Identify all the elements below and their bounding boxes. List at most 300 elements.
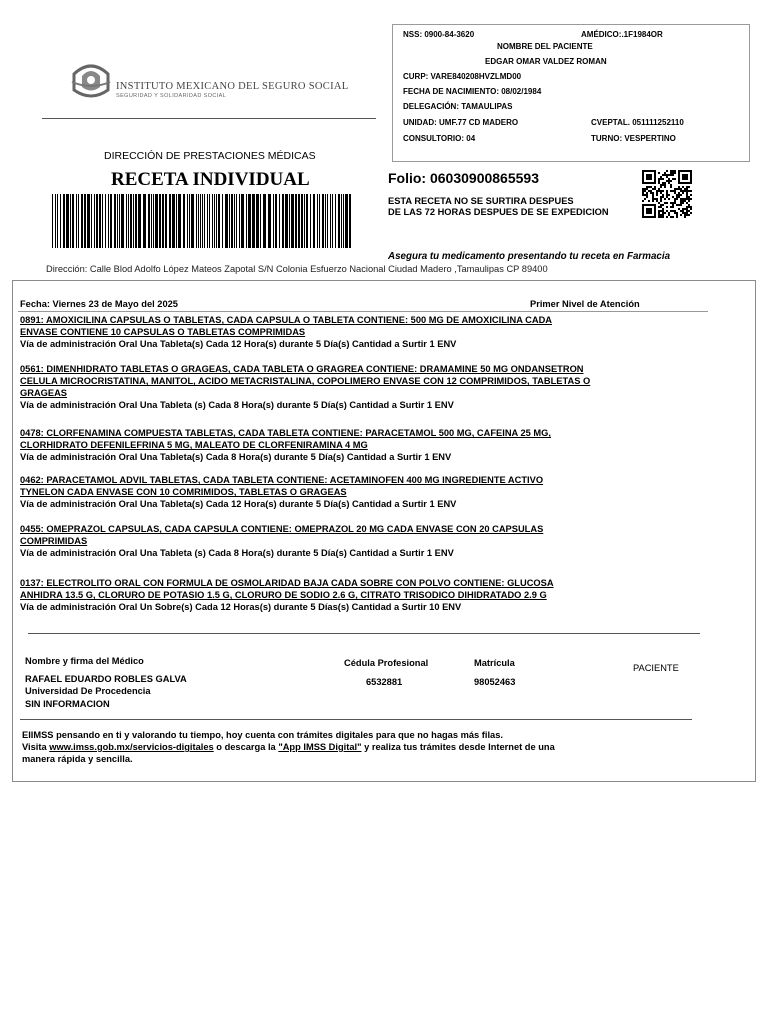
qr-module — [686, 192, 688, 194]
qr-module — [676, 194, 678, 196]
barcode-bar — [330, 194, 331, 248]
barcode-bar — [218, 194, 220, 248]
qr-module — [642, 192, 644, 194]
qr-module — [672, 204, 674, 206]
barcode-bar — [317, 194, 318, 248]
qr-module — [652, 196, 654, 198]
qr-module — [690, 198, 692, 200]
qr-module — [660, 198, 662, 200]
barcode-bar — [198, 194, 199, 248]
qr-module — [688, 210, 690, 212]
footer-line-2 — [22, 741, 622, 753]
qr-module — [644, 190, 646, 192]
barcode-bar — [248, 194, 251, 248]
qr-module — [656, 190, 658, 192]
qr-module — [684, 188, 686, 190]
qr-module — [676, 212, 678, 214]
qr-module — [670, 172, 672, 174]
barcode-bar — [183, 194, 185, 248]
administration-route: Vía de administración Oral Una Tableta (s) Cada 8 Hora(s) durante 5 Día(s) Cantidad a Surtir 1 ENV — [20, 400, 454, 410]
delegacion: DELEGACIÓN: TAMAULIPAS — [403, 102, 513, 111]
qr-module — [662, 208, 664, 210]
qr-module — [662, 190, 664, 192]
medication-description: 0561: DIMENHIDRATO TABLETAS O GRAGEAS, CADA TABLETA O GRAGREA CONTIENE: DRAMAMINE 50 MG ONDANSETRON CELULA MICROCRISTATINA, MANITOL, ACIDO METACRISTALINA, COPOLIMERO ENVASE CON 12 COMPRIMIDOS, TABLETAS O GRAGEAS — [20, 364, 591, 398]
curp: CURP: VARE840208HVZLMD00 — [403, 72, 522, 81]
qr-module — [688, 206, 690, 208]
barcode-bar — [143, 194, 146, 248]
qr-module — [662, 196, 664, 198]
cveptal: CVEPTAL. 051111252110 — [591, 118, 684, 127]
barcode-bar — [121, 194, 124, 248]
qr-module — [670, 206, 672, 208]
barcode-bar — [306, 194, 308, 248]
qr-finder — [646, 208, 652, 214]
qr-module — [690, 190, 692, 192]
barcode-bar — [231, 194, 233, 248]
qr-module — [684, 200, 686, 202]
barcode-bar — [66, 194, 69, 248]
barcode-bar — [236, 194, 237, 248]
app-imss-link[interactable]: "App IMSS Digital" — [278, 742, 362, 752]
barcode-bar — [165, 194, 167, 248]
barcode-bar — [55, 194, 56, 248]
barcode-bar — [96, 194, 98, 248]
barcode-bar — [105, 194, 106, 248]
qr-module — [688, 200, 690, 202]
barcode-bar — [126, 194, 127, 248]
barcode-bar — [325, 194, 326, 248]
direccion-prestaciones: DIRECCIÓN DE PRESTACIONES MÉDICAS — [104, 150, 316, 162]
barcode-bar — [84, 194, 86, 248]
barcode-bar — [189, 194, 190, 248]
qr-module — [656, 198, 658, 200]
barcode-bar — [345, 194, 348, 248]
qr-module — [664, 182, 666, 184]
barcode-bar — [263, 194, 266, 248]
qr-module — [674, 198, 676, 200]
imss-services-link[interactable]: www.imss.gob.mx/servicios-digitales — [49, 742, 214, 752]
qr-module — [674, 200, 676, 202]
barcode-bar — [260, 194, 261, 248]
qr-module — [678, 204, 680, 206]
qr-module — [688, 204, 690, 206]
qr-module — [666, 196, 668, 198]
qr-module — [658, 180, 660, 182]
barcode-bar — [322, 194, 324, 248]
institution-name: INSTITUTO MEXICANO DEL SEGURO SOCIAL — [116, 81, 349, 92]
qr-module — [664, 172, 666, 174]
qr-module — [676, 204, 678, 206]
barcode-bar — [155, 194, 158, 248]
page-title: RECETA INDIVIDUAL — [111, 169, 310, 190]
barcode-bar — [234, 194, 235, 248]
qr-module — [642, 188, 644, 190]
barcode-bar — [212, 194, 213, 248]
qr-module — [678, 188, 680, 190]
qr-module — [660, 206, 662, 208]
birth-date: FECHA DE NACIMIENTO: 08/02/1984 — [403, 87, 542, 96]
qr-module — [644, 188, 646, 190]
qr-module — [668, 194, 670, 196]
qr-module — [682, 200, 684, 202]
medico-name: RAFAEL EDUARDO ROBLES GALVA — [25, 674, 187, 684]
barcode-bar — [275, 194, 277, 248]
cedula-value: 6532881 — [366, 677, 403, 687]
paciente-label: PACIENTE — [633, 663, 679, 673]
qr-module — [666, 202, 668, 204]
qr-module — [646, 192, 648, 194]
barcode-bar — [291, 194, 294, 248]
qr-module — [666, 206, 668, 208]
qr-module — [676, 196, 678, 198]
barcode-bar — [256, 194, 259, 248]
qr-module — [658, 214, 660, 216]
barcode-bar — [202, 194, 203, 248]
qr-module — [666, 192, 668, 194]
qr-module — [668, 174, 670, 176]
qr-module — [664, 184, 666, 186]
patient-name: EDGAR OMAR VALDEZ ROMAN — [485, 57, 607, 66]
qr-module — [660, 176, 662, 178]
qr-module — [662, 182, 664, 184]
footer-visita: Visita — [22, 742, 50, 752]
qr-module — [686, 198, 688, 200]
footer-rest: y realiza tus trámites desde Internet de una — [361, 742, 555, 752]
barcode-bar — [241, 194, 244, 248]
qr-module — [682, 212, 684, 214]
qr-module — [644, 194, 646, 196]
footer-line-3: manera rápida y sencilla. — [22, 754, 133, 764]
medication-description: 0137: ELECTROLITO ORAL CON FORMULA DE OSMOLARIDAD BAJA CADA SOBRE CON POLVO CONTIENE: GLUCOSA ANHIDRA 13.5 G, CLORURO DE POTASIO 1.5 G, CLORURO DE SODIO 2.6 G, CITRATO TRISODICO DIHIDRATADO 2.9 G — [20, 578, 554, 600]
barcode-bar — [110, 194, 112, 248]
qr-module — [668, 178, 670, 180]
folio: Folio: 06030900865593 — [388, 170, 539, 186]
qr-module — [668, 212, 670, 214]
qr-module — [660, 184, 662, 186]
sin-informacion: SIN INFORMACION — [25, 699, 110, 709]
barcode-bar — [304, 194, 305, 248]
qr-module — [672, 172, 674, 174]
barcode-bar — [204, 194, 205, 248]
qr-module — [686, 210, 688, 212]
qr-module — [684, 214, 686, 216]
qr-module — [682, 192, 684, 194]
qr-module — [686, 190, 688, 192]
qr-module — [656, 194, 658, 196]
medication-description: 0478: CLORFENAMINA COMPUESTA TABLETAS, CADA TABLETA CONTIENE: PARACETAMOL 500 MG, CAFEINA 25 MG, CLORHIDRATO DEFENILEFRINA 5 MG, MALEATO DE CLORFENIRAMINA 4 MG — [20, 428, 551, 450]
qr-module — [648, 200, 650, 202]
qr-module — [690, 208, 692, 210]
barcode-bar — [70, 194, 71, 248]
barcode-bar — [94, 194, 95, 248]
administration-route: Vía de administración Oral Una Tableta (s) Cada 8 Hora(s) durante 5 Día(s) Cantidad a Surtir 1 ENV — [20, 548, 454, 558]
barcode-bar — [216, 194, 217, 248]
barcode-bar — [285, 194, 288, 248]
qr-module — [670, 210, 672, 212]
qr-module — [670, 174, 672, 176]
barcode-bar — [301, 194, 303, 248]
barcode-bar — [191, 194, 194, 248]
barcode-bar — [282, 194, 284, 248]
qr-module — [676, 216, 678, 218]
qr-module — [646, 196, 648, 198]
qr-module — [652, 188, 654, 190]
barcode-bar — [310, 194, 311, 248]
footer-line-1: EIIMSS pensando en ti y valorando tu tiempo, hoy cuenta con trámites digitales para que no hagas más filas. — [22, 730, 503, 740]
qr-module — [658, 210, 660, 212]
administration-route: Vía de administración Oral Una Tableta(s) Cada 12 Hora(s) durante 5 Día(s) Cantidad a Surtir 1 ENV — [20, 499, 457, 509]
qr-module — [680, 204, 682, 206]
qr-module — [680, 202, 682, 204]
barcode-bar — [172, 194, 175, 248]
qr-module — [658, 216, 660, 218]
qr-module — [660, 190, 662, 192]
barcode-bar — [209, 194, 210, 248]
qr-module — [666, 210, 668, 212]
qr-module — [660, 178, 662, 180]
qr-module — [686, 186, 688, 188]
barcode-bar — [222, 194, 223, 248]
qr-module — [666, 176, 668, 178]
qr-module — [650, 192, 652, 194]
turno: TURNO: VESPERTINO — [591, 134, 676, 143]
barcode-bar — [229, 194, 230, 248]
unidad: UNIDAD: UMF.77 CD MADERO — [403, 118, 519, 127]
qr-module — [682, 208, 684, 210]
barcode-bar — [178, 194, 181, 248]
qr-module — [678, 208, 680, 210]
qr-module — [656, 192, 658, 194]
barcode-bar — [87, 194, 90, 248]
qr-module — [684, 208, 686, 210]
qr-module — [652, 192, 654, 194]
qr-module — [662, 178, 664, 180]
qr-module — [652, 200, 654, 202]
warning-line-2: DE LAS 72 HORAS DESPUES DE SE EXPEDICION — [388, 207, 609, 217]
qr-module — [662, 212, 664, 214]
qr-module — [664, 212, 666, 214]
date-divider — [18, 311, 708, 312]
barcode-bar — [298, 194, 300, 248]
barcode — [52, 194, 356, 248]
qr-module — [686, 194, 688, 196]
qr-module — [666, 216, 668, 218]
qr-module — [686, 188, 688, 190]
barcode-bar — [57, 194, 58, 248]
medication-item — [20, 577, 620, 613]
patient-info-box — [392, 24, 750, 162]
barcode-bar — [252, 194, 255, 248]
qr-module — [650, 190, 652, 192]
qr-module — [688, 214, 690, 216]
cedula-label: Cédula Profesional — [344, 658, 429, 668]
qr-module — [646, 186, 648, 188]
qr-module — [658, 178, 660, 180]
barcode-bar — [268, 194, 271, 248]
qr-module — [682, 186, 684, 188]
qr-module — [680, 210, 682, 212]
barcode-bar — [151, 194, 152, 248]
qr-module — [690, 206, 692, 208]
qr-module — [662, 210, 664, 212]
barcode-bar — [169, 194, 171, 248]
barcode-bar — [159, 194, 161, 248]
qr-module — [670, 202, 672, 204]
qr-module — [662, 184, 664, 186]
qr-module — [680, 188, 682, 190]
qr-module — [650, 186, 652, 188]
qr-module — [664, 174, 666, 176]
qr-module — [690, 194, 692, 196]
qr-code — [642, 170, 692, 218]
qr-module — [672, 174, 674, 176]
barcode-bar — [81, 194, 83, 248]
qr-module — [654, 198, 656, 200]
barcode-bar — [343, 194, 344, 248]
qr-module — [678, 192, 680, 194]
barcode-bar — [200, 194, 201, 248]
barcode-bar — [138, 194, 141, 248]
barcode-bar — [273, 194, 274, 248]
barcode-bar — [76, 194, 77, 248]
nss: NSS: 0900-84-3620 — [403, 30, 475, 39]
qr-module — [642, 190, 644, 192]
qr-module — [676, 214, 678, 216]
qr-module — [674, 178, 676, 180]
barcode-bar — [78, 194, 79, 248]
qr-module — [660, 204, 662, 206]
medication-item — [20, 474, 620, 510]
qr-module — [660, 192, 662, 194]
barcode-bar — [332, 194, 333, 248]
barcode-bar — [63, 194, 65, 248]
qr-module — [672, 216, 674, 218]
qr-module — [672, 170, 674, 172]
qr-module — [678, 194, 680, 196]
qr-module — [660, 214, 662, 216]
qr-module — [670, 170, 672, 172]
medication-item — [20, 314, 620, 350]
qr-module — [668, 214, 670, 216]
qr-module — [654, 188, 656, 190]
qr-module — [688, 198, 690, 200]
barcode-bar — [91, 194, 92, 248]
amedico: AMÉDICO:.1F1984OR — [581, 30, 663, 39]
qr-module — [682, 210, 684, 212]
qr-module — [646, 194, 648, 196]
qr-module — [680, 190, 682, 192]
qr-module — [654, 186, 656, 188]
qr-module — [690, 212, 692, 214]
qr-module — [670, 186, 672, 188]
qr-module — [680, 214, 682, 216]
institution-subtitle: SEGURIDAD Y SOLIDARIDAD SOCIAL — [116, 93, 227, 99]
barcode-bar — [279, 194, 280, 248]
qr-module — [688, 186, 690, 188]
barcode-bar — [338, 194, 340, 248]
qr-module — [678, 196, 680, 198]
matricula-value: 98052463 — [474, 677, 516, 687]
qr-module — [686, 214, 688, 216]
qr-module — [678, 186, 680, 188]
qr-finder — [646, 174, 652, 180]
patient-name-label: NOMBRE DEL PACIENTE — [497, 42, 593, 51]
administration-route: Vía de administración Oral Un Sobre(s) Cada 12 Horas(s) durante 5 Días(s) Cantidad a Surtir 10 ENV — [20, 602, 462, 612]
medication-description: 0462: PARACETAMOL ADVIL TABLETAS, CADA TABLETA CONTIENE: ACETAMINOFEN 400 MG INGREDIENTE ACTIVO TYNELON CADA ENVASE CON 10 COMRIMIDOS, TABLETAS O GRAGEAS — [20, 475, 544, 497]
barcode-bar — [148, 194, 150, 248]
qr-module — [658, 202, 660, 204]
qr-module — [668, 180, 670, 182]
medication-item — [20, 427, 620, 463]
pharmacy-notice: Asegura tu medicamento presentando tu receta en Farmacia — [388, 251, 671, 262]
qr-module — [642, 194, 644, 196]
qr-module — [652, 194, 654, 196]
barcode-bar — [214, 194, 215, 248]
qr-module — [658, 206, 660, 208]
qr-module — [660, 196, 662, 198]
barcode-bar — [327, 194, 328, 248]
qr-module — [658, 182, 660, 184]
qr-module — [648, 190, 650, 192]
barcode-bar — [239, 194, 240, 248]
header-divider — [42, 118, 376, 119]
qr-module — [682, 190, 684, 192]
warning-line-1: ESTA RECETA NO SE SURTIRA DESPUES — [388, 196, 574, 206]
medico-label: Nombre y firma del Médico — [25, 656, 144, 666]
qr-module — [662, 214, 664, 216]
attention-level: Primer Nivel de Atención — [530, 299, 640, 309]
qr-module — [686, 212, 688, 214]
qr-module — [680, 200, 682, 202]
barcode-bar — [72, 194, 74, 248]
qr-module — [676, 188, 678, 190]
qr-module — [672, 196, 674, 198]
qr-module — [672, 190, 674, 192]
qr-module — [676, 198, 678, 200]
qr-module — [680, 198, 682, 200]
qr-module — [642, 200, 644, 202]
barcode-bar — [102, 194, 103, 248]
consultorio: CONSULTORIO: 04 — [403, 134, 476, 143]
barcode-bar — [349, 194, 351, 248]
qr-module — [662, 204, 664, 206]
medication-description: 0455: OMEPRAZOL CAPSULAS, CADA CAPSULA CONTIENE: OMEPRAZOL 20 MG CADA ENVASE CON 20 CAPSULAS COMPRIMIDAS — [20, 524, 544, 546]
barcode-bar — [335, 194, 336, 248]
qr-module — [674, 192, 676, 194]
barcode-bar — [108, 194, 109, 248]
qr-module — [684, 216, 686, 218]
qr-module — [674, 212, 676, 214]
medication-item — [20, 363, 620, 411]
barcode-bar — [319, 194, 320, 248]
barcode-bar — [176, 194, 177, 248]
qr-module — [644, 198, 646, 200]
qr-finder — [682, 174, 688, 180]
barcode-bar — [289, 194, 290, 248]
qr-module — [652, 198, 654, 200]
qr-module — [666, 194, 668, 196]
qr-module — [688, 196, 690, 198]
qr-module — [668, 198, 670, 200]
qr-module — [674, 188, 676, 190]
address: Dirección: Calle Blod Adolfo López Mateos Zapotal S/N Colonia Esfuerzo Nacional Ciudad Madero ,Tamaulipas CP 89400 — [46, 264, 548, 274]
qr-module — [660, 210, 662, 212]
barcode-bar — [60, 194, 61, 248]
qr-module — [670, 216, 672, 218]
qr-module — [670, 180, 672, 182]
items-divider — [28, 633, 700, 634]
barcode-bar — [196, 194, 197, 248]
